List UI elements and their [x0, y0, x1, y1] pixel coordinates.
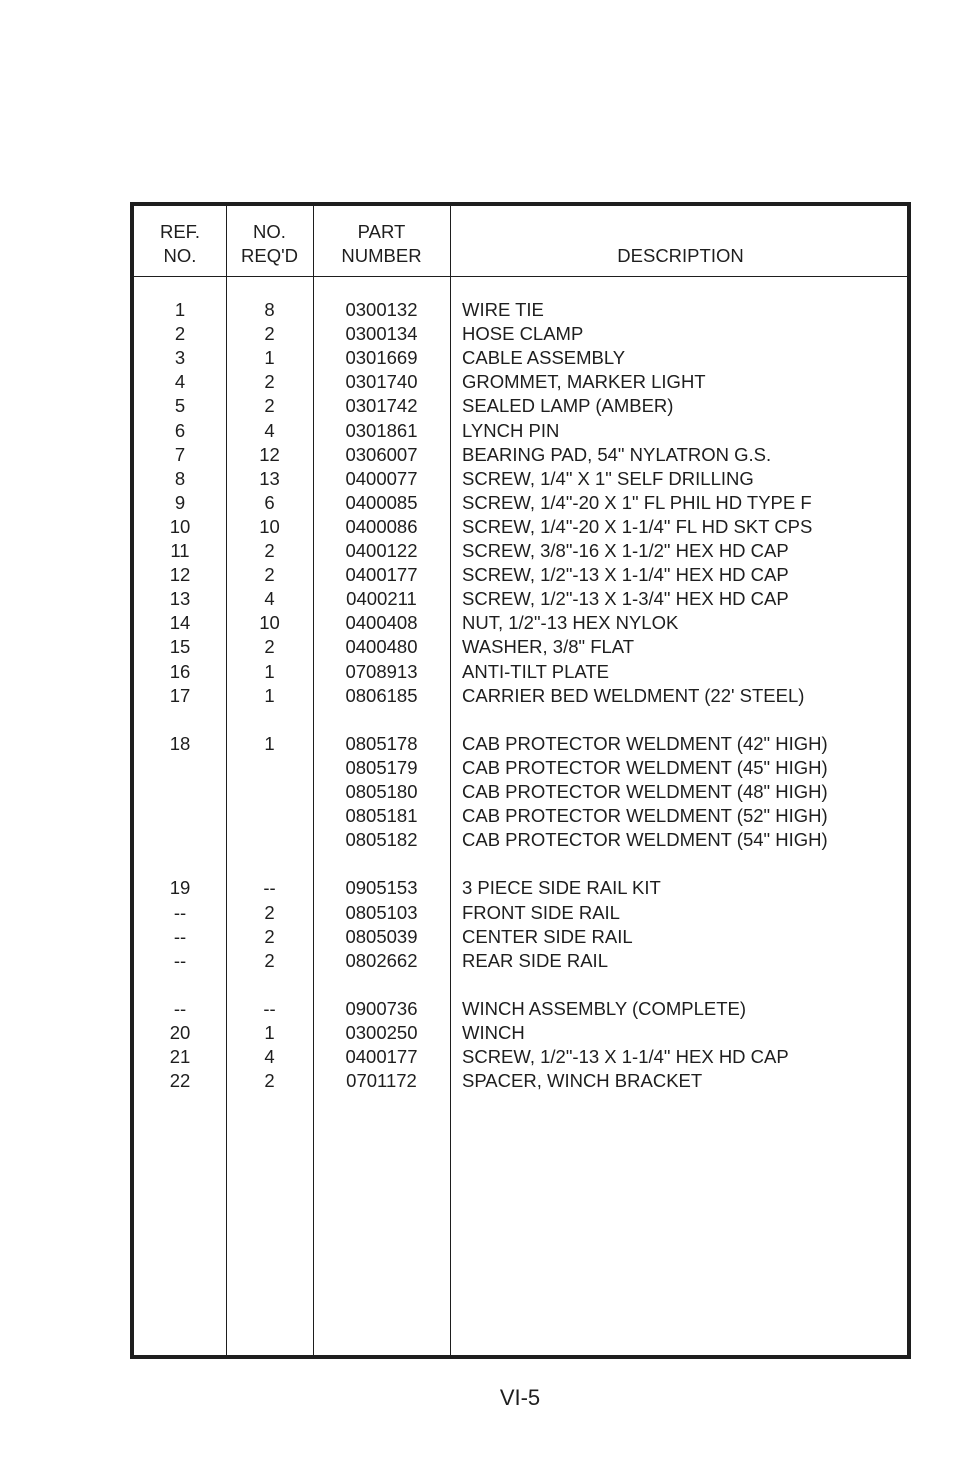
description-cell: SCREW, 1/4"-20 X 1" FL PHIL HD TYPE F	[462, 491, 812, 513]
description-cell: FRONT SIDE RAIL	[462, 901, 620, 923]
table-row	[134, 708, 907, 732]
table-row	[134, 635, 907, 659]
ref-no-cell: 5	[174, 395, 186, 417]
part-number-cell: 0300132	[345, 299, 418, 320]
description-cell: CAB PROTECTOR WELDMENT (45" HIGH)	[462, 756, 828, 778]
ref-no-cell: 10	[169, 515, 191, 537]
description-cell: CAB PROTECTOR WELDMENT (54" HIGH)	[462, 829, 828, 851]
table-row	[134, 515, 907, 539]
qty-cell: 6	[264, 491, 275, 513]
qty-cell: 2	[264, 564, 275, 586]
description-cell: WIRE TIE	[462, 299, 544, 320]
table-row	[134, 419, 907, 443]
ref-no-cell: --	[173, 925, 187, 947]
qty-cell: 4	[264, 588, 275, 610]
description-cell: CAB PROTECTOR WELDMENT (48" HIGH)	[462, 781, 828, 802]
part-number-cell: 0400122	[345, 540, 418, 561]
qty-cell: 1	[264, 684, 275, 706]
part-number-cell: 0802662	[345, 949, 418, 971]
qty-cell: 1	[264, 347, 275, 369]
description-cell: NUT, 1/2"-13 HEX NYLOK	[462, 612, 679, 634]
description-cell: CAB PROTECTOR WELDMENT (42" HIGH)	[462, 732, 828, 754]
ref-no-cell: --	[173, 997, 187, 1019]
table-row	[134, 780, 907, 804]
qty-cell: 1	[264, 732, 275, 754]
part-number-cell: 0805178	[345, 732, 418, 754]
header-qty-line-1: NO.	[253, 221, 286, 242]
qty-cell: 2	[264, 949, 275, 971]
ref-no-cell: 14	[169, 612, 191, 634]
qty-cell: 2	[264, 540, 275, 561]
ref-no-cell: 19	[169, 877, 191, 899]
ref-no-cell: 15	[169, 636, 191, 658]
header-divider	[134, 276, 907, 277]
qty-cell: 2	[264, 395, 275, 417]
header-description	[450, 244, 911, 268]
qty-cell: 8	[264, 299, 275, 320]
part-number-cell: 0301861	[345, 419, 418, 441]
description-cell: SCREW, 1/2"-13 X 1-1/4" HEX HD CAP	[462, 1046, 789, 1068]
table-row	[134, 322, 907, 346]
table-row	[134, 804, 907, 828]
part-number-cell: 0900736	[345, 997, 418, 1019]
ref-no-cell: 2	[174, 323, 186, 345]
description-cell: WINCH ASSEMBLY (COMPLETE)	[462, 997, 747, 1019]
qty-cell: 2	[264, 925, 275, 947]
description-cell: CAB PROTECTOR WELDMENT (52" HIGH)	[462, 805, 828, 827]
table-row	[134, 563, 907, 587]
table-row	[134, 346, 907, 370]
description-cell: SCREW, 1/2"-13 X 1-3/4" HEX HD CAP	[462, 588, 789, 610]
part-number-cell: 0301740	[345, 371, 418, 393]
part-number-cell: 0400177	[345, 564, 418, 586]
ref-no-cell: 3	[174, 347, 186, 369]
ref-no-cell: 7	[174, 443, 186, 465]
part-number-cell: 0400408	[345, 612, 418, 634]
table-row	[134, 997, 907, 1021]
table-row	[134, 1045, 907, 1069]
description-cell: CENTER SIDE RAIL	[462, 925, 633, 947]
table-row	[134, 611, 907, 635]
table-row	[134, 587, 907, 611]
description-cell: LYNCH PIN	[462, 419, 560, 441]
header-ref-line-2: NO.	[163, 245, 197, 266]
part-number-cell: 0400077	[345, 467, 418, 489]
table-row	[134, 491, 907, 515]
header-part-line-1: PART	[357, 221, 406, 242]
part-number-cell: 0701172	[346, 1070, 417, 1092]
part-number-cell: 0300134	[345, 323, 418, 345]
qty-cell: 2	[264, 371, 275, 393]
qty-cell: 4	[264, 1046, 275, 1068]
ref-no-cell: --	[173, 901, 187, 923]
description-cell: GROMMET, MARKER LIGHT	[462, 371, 706, 393]
qty-cell: 1	[264, 1022, 275, 1043]
page-number: VI-5	[499, 1385, 541, 1410]
table-row	[134, 828, 907, 852]
header-desc-line-1: DESCRIPTION	[617, 245, 744, 266]
part-number-cell: 0306007	[345, 443, 418, 465]
table-row	[134, 539, 907, 563]
qty-cell: --	[263, 877, 276, 899]
table-row	[134, 298, 907, 322]
description-cell: WINCH	[462, 1022, 525, 1043]
ref-no-cell: 11	[170, 540, 190, 561]
qty-cell: 1	[264, 660, 275, 682]
qty-cell: 10	[259, 612, 280, 634]
table-row	[134, 1069, 907, 1093]
table-row	[134, 949, 907, 973]
table-row	[134, 394, 907, 418]
qty-cell: 2	[264, 636, 275, 658]
part-number-cell: 0805103	[345, 901, 418, 923]
ref-no-cell: 8	[174, 467, 186, 489]
table-row	[134, 443, 907, 467]
qty-cell: --	[263, 997, 276, 1019]
part-number-cell: 0400480	[345, 636, 418, 658]
part-number-cell: 0805181	[345, 805, 418, 827]
ref-no-cell: 21	[169, 1046, 191, 1068]
part-number-cell: 0805039	[345, 925, 418, 947]
table-row	[134, 876, 907, 900]
qty-cell: 2	[264, 1070, 275, 1092]
part-number-cell: 0400086	[345, 515, 418, 537]
description-cell: HOSE CLAMP	[462, 323, 584, 345]
description-cell: REAR SIDE RAIL	[462, 949, 608, 971]
ref-no-cell: 12	[169, 564, 191, 586]
header-qty-line-2: REQ'D	[241, 245, 298, 266]
part-number-cell: 0708913	[345, 660, 418, 682]
header-no-reqd	[226, 220, 313, 268]
ref-no-cell: 17	[169, 684, 191, 706]
table-row	[134, 973, 907, 997]
description-cell: WASHER, 3/8" FLAT	[462, 636, 635, 658]
part-number-cell: 0805179	[345, 756, 418, 778]
table-row	[134, 684, 907, 708]
description-cell: CARRIER BED WELDMENT (22' STEEL)	[462, 684, 805, 706]
table-row	[134, 1021, 907, 1045]
ref-no-cell: 22	[169, 1070, 191, 1092]
part-number-cell: 0400211	[346, 588, 417, 610]
table-row	[134, 852, 907, 876]
table-row	[134, 732, 907, 756]
header-ref-no	[134, 220, 226, 268]
qty-cell: 2	[264, 323, 275, 345]
table-row	[134, 467, 907, 491]
ref-no-cell: 18	[169, 732, 191, 754]
qty-cell: 2	[264, 901, 275, 923]
header-ref-line-1: REF.	[159, 221, 201, 242]
description-cell: CABLE ASSEMBLY	[462, 347, 626, 369]
description-cell: 3 PIECE SIDE RAIL KIT	[462, 877, 661, 899]
qty-cell: 10	[259, 515, 280, 537]
part-number-cell: 0301742	[345, 395, 418, 417]
ref-no-cell: 20	[169, 1022, 191, 1043]
qty-cell: 4	[264, 419, 275, 441]
part-number-cell: 0805182	[345, 829, 418, 851]
table-row	[134, 660, 907, 684]
table-row	[134, 925, 907, 949]
ref-no-cell: 4	[174, 371, 186, 393]
ref-no-cell: 6	[174, 419, 186, 441]
qty-cell: 13	[259, 467, 280, 489]
ref-no-cell: 16	[169, 660, 191, 682]
table-row	[134, 901, 907, 925]
part-number-cell: 0805180	[345, 781, 418, 802]
ref-no-cell: 9	[174, 491, 186, 513]
description-cell: SCREW, 1/4" X 1" SELF DRILLING	[462, 467, 754, 489]
part-number-cell: 0300250	[345, 1022, 418, 1043]
part-number-cell: 0301669	[345, 347, 418, 369]
part-number-cell: 0806185	[345, 684, 418, 706]
part-number-cell: 0905153	[345, 877, 418, 899]
table-row	[134, 370, 907, 394]
description-cell: BEARING PAD, 54" NYLATRON G.S.	[462, 443, 772, 465]
header-part-line-2: NUMBER	[341, 245, 422, 266]
ref-no-cell: --	[173, 949, 187, 971]
description-cell: ANTI-TILT PLATE	[462, 660, 609, 682]
table-row	[134, 756, 907, 780]
parts-table	[130, 202, 911, 1359]
header-part-number	[313, 220, 450, 268]
qty-cell: 12	[259, 443, 280, 465]
description-cell: SPACER, WINCH BRACKET	[462, 1070, 703, 1092]
part-number-cell: 0400085	[345, 491, 418, 513]
part-number-cell: 0400177	[345, 1046, 418, 1068]
description-cell: SCREW, 1/4"-20 X 1-1/4" FL HD SKT CPS	[462, 515, 813, 537]
description-cell: SCREW, 1/2"-13 X 1-1/4" HEX HD CAP	[462, 564, 789, 586]
description-cell: SCREW, 3/8"-16 X 1-1/2" HEX HD CAP	[462, 540, 789, 561]
description-cell: SEALED LAMP (AMBER)	[462, 395, 674, 417]
ref-no-cell: 13	[169, 588, 191, 610]
ref-no-cell: 1	[174, 299, 186, 320]
